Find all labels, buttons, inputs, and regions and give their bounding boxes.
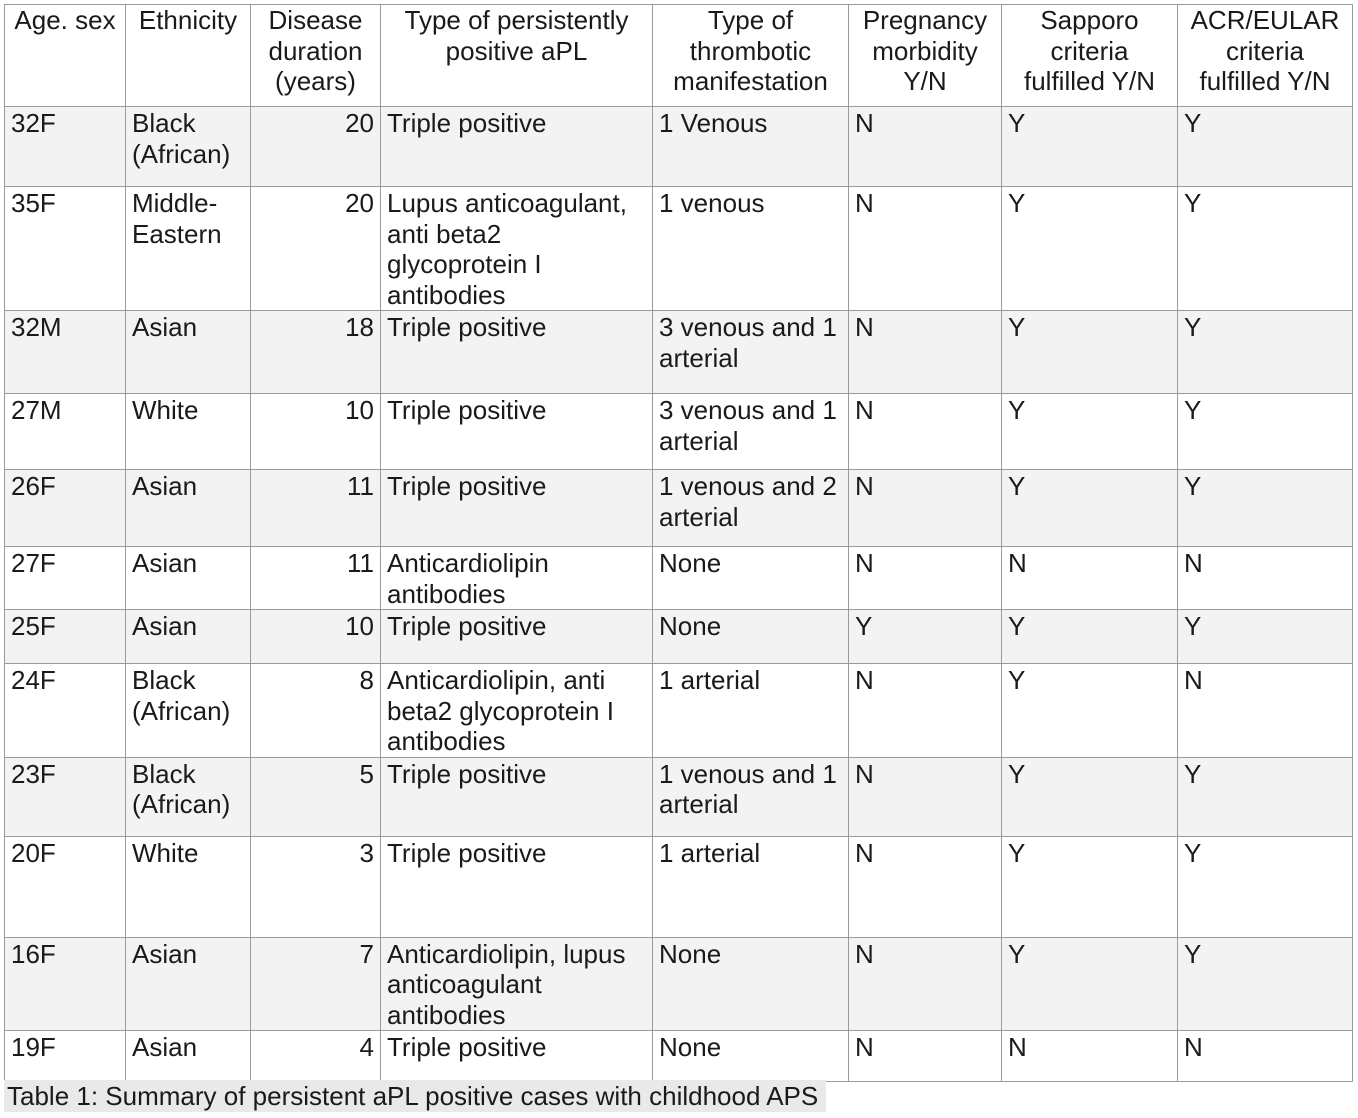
header-row	[5, 5, 1353, 107]
cell-thrombotic-manifestation: None	[653, 1031, 849, 1082]
cell-ethnicity: Black (African)	[126, 757, 251, 836]
cell-disease-duration: 10	[251, 610, 381, 664]
cell-disease-duration: 8	[251, 664, 381, 758]
cell-apl-type: Triple positive	[381, 757, 653, 836]
cell-age-sex: 20F	[5, 836, 126, 937]
table-row	[5, 610, 1353, 664]
cell-disease-duration: 10	[251, 394, 381, 470]
cell-pregnancy-morbidity: N	[849, 547, 1002, 610]
table-row	[5, 311, 1353, 394]
cell-ethnicity: Asian	[126, 937, 251, 1031]
cell-sapporo: Y	[1002, 836, 1178, 937]
cell-age-sex: 26F	[5, 470, 126, 547]
table-row	[5, 547, 1353, 610]
cell-pregnancy-morbidity: Y	[849, 610, 1002, 664]
header-acr-eular-criteria: ACR/EULAR criteria fulfilled Y/N	[1178, 5, 1353, 107]
cell-apl-type: Triple positive	[381, 1031, 653, 1082]
cell-disease-duration: 18	[251, 311, 381, 394]
table-row	[5, 757, 1353, 836]
cell-sapporo: Y	[1002, 107, 1178, 187]
cell-sapporo: N	[1002, 1031, 1178, 1082]
header-age-sex: Age. sex	[5, 5, 126, 107]
cell-apl-type: Anticardiolipin, anti beta2 glycoprotein I antibodies	[381, 664, 653, 758]
table-row	[5, 394, 1353, 470]
cell-apl-type: Triple positive	[381, 107, 653, 187]
cell-thrombotic-manifestation: 3 venous and 1 arterial	[653, 311, 849, 394]
cell-sapporo: Y	[1002, 937, 1178, 1031]
cell-apl-type: Triple positive	[381, 311, 653, 394]
table-row	[5, 1031, 1353, 1082]
header-thrombotic-manifestation: Type of thrombotic manifestation	[653, 5, 849, 107]
cell-age-sex: 32M	[5, 311, 126, 394]
cell-disease-duration: 11	[251, 470, 381, 547]
table-row	[5, 470, 1353, 547]
cell-sapporo: Y	[1002, 610, 1178, 664]
cell-pregnancy-morbidity: N	[849, 187, 1002, 311]
cell-pregnancy-morbidity: N	[849, 394, 1002, 470]
cell-age-sex: 24F	[5, 664, 126, 758]
cell-thrombotic-manifestation: 1 arterial	[653, 836, 849, 937]
cell-thrombotic-manifestation: 1 venous and 2 arterial	[653, 470, 849, 547]
table-row	[5, 836, 1353, 937]
cell-age-sex: 19F	[5, 1031, 126, 1082]
cell-ethnicity: Asian	[126, 547, 251, 610]
cell-pregnancy-morbidity: N	[849, 836, 1002, 937]
table-row	[5, 187, 1353, 311]
cell-apl-type: Lupus anticoagulant, anti beta2 glycoprotein I antibodies	[381, 187, 653, 311]
cell-age-sex: 32F	[5, 107, 126, 187]
cell-pregnancy-morbidity: N	[849, 664, 1002, 758]
cell-age-sex: 27F	[5, 547, 126, 610]
cell-ethnicity: Asian	[126, 311, 251, 394]
cell-age-sex: 23F	[5, 757, 126, 836]
table-row	[5, 664, 1353, 758]
cell-ethnicity: Asian	[126, 610, 251, 664]
cell-apl-type: Anticardiolipin, lupus anticoagulant antibodies	[381, 937, 653, 1031]
table-row	[5, 937, 1353, 1031]
cell-acr-eular: Y	[1178, 757, 1353, 836]
cell-sapporo: Y	[1002, 757, 1178, 836]
cell-thrombotic-manifestation: 1 venous and 1 arterial	[653, 757, 849, 836]
cell-age-sex: 35F	[5, 187, 126, 311]
cell-acr-eular: Y	[1178, 937, 1353, 1031]
cell-acr-eular: Y	[1178, 394, 1353, 470]
cell-sapporo: Y	[1002, 311, 1178, 394]
cell-disease-duration: 20	[251, 187, 381, 311]
cases-table	[4, 4, 1353, 1082]
cell-sapporo: Y	[1002, 187, 1178, 311]
cell-acr-eular: N	[1178, 664, 1353, 758]
cell-apl-type: Anticardiolipin antibodies	[381, 547, 653, 610]
cell-ethnicity: Middle-Eastern	[126, 187, 251, 311]
cell-ethnicity: Asian	[126, 470, 251, 547]
header-sapporo-criteria: Sapporo criteria fulfilled Y/N	[1002, 5, 1178, 107]
cell-thrombotic-manifestation: None	[653, 610, 849, 664]
cell-apl-type: Triple positive	[381, 836, 653, 937]
cell-acr-eular: N	[1178, 1031, 1353, 1082]
header-disease-duration: Disease duration (years)	[251, 5, 381, 107]
cell-thrombotic-manifestation: 1 Venous	[653, 107, 849, 187]
cell-acr-eular: Y	[1178, 311, 1353, 394]
table-row	[5, 107, 1353, 187]
cell-disease-duration: 20	[251, 107, 381, 187]
cell-pregnancy-morbidity: N	[849, 757, 1002, 836]
header-ethnicity: Ethnicity	[126, 5, 251, 107]
cell-age-sex: 25F	[5, 610, 126, 664]
cell-acr-eular: Y	[1178, 470, 1353, 547]
cell-acr-eular: Y	[1178, 187, 1353, 311]
cell-age-sex: 16F	[5, 937, 126, 1031]
cell-thrombotic-manifestation: 3 venous and 1 arterial	[653, 394, 849, 470]
cell-pregnancy-morbidity: N	[849, 470, 1002, 547]
cell-ethnicity: Black (African)	[126, 107, 251, 187]
cell-pregnancy-morbidity: N	[849, 311, 1002, 394]
cell-disease-duration: 5	[251, 757, 381, 836]
cell-sapporo: Y	[1002, 470, 1178, 547]
cell-disease-duration: 11	[251, 547, 381, 610]
header-apl-type: Type of persistently positive aPL	[381, 5, 653, 107]
cell-acr-eular: Y	[1178, 107, 1353, 187]
cell-pregnancy-morbidity: N	[849, 937, 1002, 1031]
cell-acr-eular: N	[1178, 547, 1353, 610]
cell-sapporo: Y	[1002, 394, 1178, 470]
cell-apl-type: Triple positive	[381, 394, 653, 470]
cell-thrombotic-manifestation: None	[653, 937, 849, 1031]
cell-disease-duration: 7	[251, 937, 381, 1031]
cell-sapporo: Y	[1002, 664, 1178, 758]
table-caption: Table 1: Summary of persistent aPL positive cases with childhood APS	[4, 1080, 826, 1112]
cell-thrombotic-manifestation: None	[653, 547, 849, 610]
cell-thrombotic-manifestation: 1 arterial	[653, 664, 849, 758]
cell-acr-eular: Y	[1178, 610, 1353, 664]
cell-apl-type: Triple positive	[381, 610, 653, 664]
cell-thrombotic-manifestation: 1 venous	[653, 187, 849, 311]
cell-disease-duration: 3	[251, 836, 381, 937]
cell-ethnicity: Asian	[126, 1031, 251, 1082]
cell-pregnancy-morbidity: N	[849, 107, 1002, 187]
cell-acr-eular: Y	[1178, 836, 1353, 937]
cell-ethnicity: White	[126, 394, 251, 470]
header-pregnancy-morbidity: Pregnancy morbidity Y/N	[849, 5, 1002, 107]
table-container	[4, 4, 1352, 1082]
cell-age-sex: 27M	[5, 394, 126, 470]
cell-ethnicity: Black (African)	[126, 664, 251, 758]
cell-ethnicity: White	[126, 836, 251, 937]
cell-sapporo: N	[1002, 547, 1178, 610]
cell-pregnancy-morbidity: N	[849, 1031, 1002, 1082]
cell-disease-duration: 4	[251, 1031, 381, 1082]
cell-apl-type: Triple positive	[381, 470, 653, 547]
